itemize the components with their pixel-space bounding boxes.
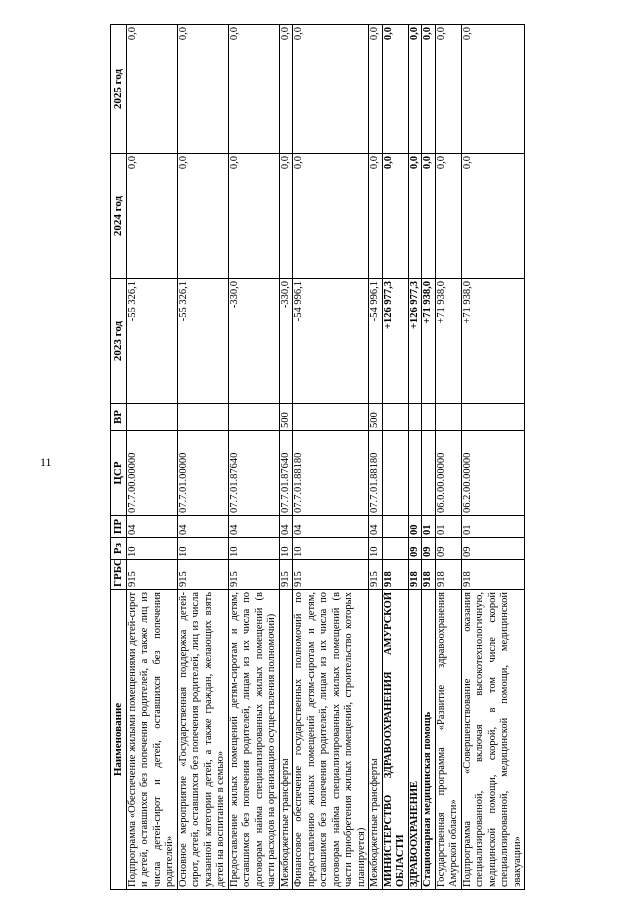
- row-rz: 10: [228, 538, 279, 560]
- row-2023: +126 977,3: [382, 279, 408, 404]
- row-2024: 0,0: [177, 154, 228, 279]
- row-name: Межбюджетные трансферты: [369, 590, 383, 890]
- row-csr: 07.7.01.00000: [177, 431, 228, 516]
- row-2023: -330,0: [279, 279, 293, 404]
- row-grbs: 918: [382, 560, 408, 590]
- row-csr: 07.7.01.87640: [228, 431, 279, 516]
- row-2024: 0,0: [279, 154, 293, 279]
- row-pr: 04: [293, 516, 369, 538]
- row-2025: 0,0: [279, 25, 293, 154]
- row-grbs: 915: [293, 560, 369, 590]
- header-pr: ПР: [111, 516, 127, 538]
- header-2023: 2023 год: [111, 279, 127, 404]
- row-grbs: 918: [461, 560, 525, 590]
- row-grbs: 918: [408, 560, 422, 590]
- row-2025: 0,0: [408, 25, 422, 154]
- row-pr: 04: [177, 516, 228, 538]
- row-csr: 07.7.01.88180: [369, 431, 383, 516]
- header-grbs: ГРБС: [111, 560, 127, 590]
- row-2024: 0,0: [461, 154, 525, 279]
- row-2024: 0,0: [228, 154, 279, 279]
- row-2024: 0,0: [408, 154, 422, 279]
- row-2025: 0,0: [126, 25, 177, 154]
- row-pr: 01: [435, 516, 461, 538]
- table-row: [126, 25, 177, 890]
- row-2023: -55 326,1: [177, 279, 228, 404]
- row-rz: 10: [177, 538, 228, 560]
- row-rz: 09: [408, 538, 422, 560]
- row-rz: [382, 538, 408, 560]
- row-rz: 10: [293, 538, 369, 560]
- row-2024: 0,0: [126, 154, 177, 279]
- rotated-page-content: [110, 25, 570, 890]
- row-2023: +71 938,0: [435, 279, 461, 404]
- row-vr: 500: [279, 404, 293, 431]
- row-csr: 06.0.00.00000: [435, 431, 461, 516]
- row-2025: 0,0: [435, 25, 461, 154]
- header-csr: ЦСР: [111, 431, 127, 516]
- row-pr: 00: [408, 516, 422, 538]
- row-2023: -54 996,1: [369, 279, 383, 404]
- row-csr: [422, 431, 436, 516]
- row-vr: [408, 404, 422, 431]
- row-grbs: 918: [422, 560, 436, 590]
- table-row: [177, 25, 228, 890]
- row-csr: 07.7.00.00000: [126, 431, 177, 516]
- row-2025: 0,0: [293, 25, 369, 154]
- row-rz: 09: [422, 538, 436, 560]
- row-grbs: 918: [435, 560, 461, 590]
- row-name: Основное мероприятие «Государственная поддержка детей-сирот, детей, оставшихся без попечения родителей, лиц из числа указанной категории детей, а также граждан, желающих взять детей на воспитание в семью»: [177, 590, 228, 890]
- row-vr: [228, 404, 279, 431]
- page-number: 11: [40, 455, 52, 469]
- row-name: ЗДРАВООХРАНЕНИЕ: [408, 590, 422, 890]
- row-vr: [382, 404, 408, 431]
- row-grbs: 915: [126, 560, 177, 590]
- row-2024: 0,0: [293, 154, 369, 279]
- row-2025: 0,0: [369, 25, 383, 154]
- header-rz: Рз: [111, 538, 127, 560]
- row-grbs: 915: [228, 560, 279, 590]
- row-pr: 01: [422, 516, 436, 538]
- table-row: [408, 25, 422, 890]
- row-2024: 0,0: [369, 154, 383, 279]
- row-csr: [408, 431, 422, 516]
- row-vr: [461, 404, 525, 431]
- row-grbs: 915: [177, 560, 228, 590]
- row-2023: -330,0: [228, 279, 279, 404]
- row-rz: 10: [126, 538, 177, 560]
- row-2024: 0,0: [422, 154, 436, 279]
- row-2025: 0,0: [422, 25, 436, 154]
- table-row: [293, 25, 369, 890]
- row-pr: 04: [279, 516, 293, 538]
- header-2025: 2025 год: [111, 25, 127, 154]
- header-2024: 2024 год: [111, 154, 127, 279]
- table-row: [382, 25, 408, 890]
- table-row: [279, 25, 293, 890]
- row-csr: [382, 431, 408, 516]
- row-pr: 04: [228, 516, 279, 538]
- header-vr: ВР: [111, 404, 127, 431]
- row-pr: 04: [369, 516, 383, 538]
- header-name: Наименование: [111, 590, 127, 890]
- row-csr: 07.7.01.87640: [279, 431, 293, 516]
- row-grbs: 915: [369, 560, 383, 590]
- row-csr: 06.2.00.00000: [461, 431, 525, 516]
- row-2023: +71 938,0: [461, 279, 525, 404]
- table-row: [435, 25, 461, 890]
- row-name: Подпрограмма «Совершенствование оказания специализированной, включая высокотехнологичную, медицинской помощи, скорой, в том числе скорой специализированной, медицинской помощи, медицинской эвакуации»: [461, 590, 525, 890]
- row-rz: 10: [279, 538, 293, 560]
- row-name: Стационарная медицинская помощь: [422, 590, 436, 890]
- row-vr: [126, 404, 177, 431]
- row-rz: 09: [435, 538, 461, 560]
- table-row: [228, 25, 279, 890]
- row-rz: 10: [369, 538, 383, 560]
- row-csr: 07.7.01.88180: [293, 431, 369, 516]
- table-row: [369, 25, 383, 890]
- row-name: Подпрограмма «Обеспечение жилыми помещениями детей-сирот и детей, оставшихся без попечения родителей, а также лиц из числа детей-сирот и детей, оставшихся без попечения родителей»: [126, 590, 177, 890]
- row-2025: 0,0: [382, 25, 408, 154]
- row-2025: 0,0: [461, 25, 525, 154]
- row-2024: 0,0: [435, 154, 461, 279]
- row-grbs: 915: [279, 560, 293, 590]
- row-2024: 0,0: [382, 154, 408, 279]
- row-rz: 09: [461, 538, 525, 560]
- row-vr: [435, 404, 461, 431]
- row-vr: [422, 404, 436, 431]
- row-2025: 0,0: [177, 25, 228, 154]
- row-2023: -55 326,1: [126, 279, 177, 404]
- row-pr: 04: [126, 516, 177, 538]
- row-name: Финансовое обеспечение государственных полномочий по предоставлению жилых помещений детям-сиротам и детям, оставшимся без попечения родителей, лицам из их числа по договорам найма специализированных жилых помещений (в части приобретения жилых помещений, строительство которых планируется): [293, 590, 369, 890]
- table-body: [126, 25, 525, 890]
- row-name: МИНИСТЕРСТВО ЗДРАВООХРАНЕНИЯ АМУРСКОЙ ОБЛАСТИ: [382, 590, 408, 890]
- table-row: [461, 25, 525, 890]
- row-2023: +71 938,0: [422, 279, 436, 404]
- row-2023: +126 977,3: [408, 279, 422, 404]
- budget-table: [110, 24, 525, 890]
- row-2023: -54 996,1: [293, 279, 369, 404]
- row-name: Межбюджетные трансферты: [279, 590, 293, 890]
- header-row: [111, 25, 127, 890]
- row-pr: [382, 516, 408, 538]
- row-name: Предоставление жилых помещений детям-сиротам и детям, оставшимся без попечения родителей, лицам из их числа по договорам найма специализированных жилых помещений (в части расходов на организацию осуществления полномочий): [228, 590, 279, 890]
- row-vr: 500: [369, 404, 383, 431]
- row-name: Государственная программа «Развитие здравоохранения Амурской области»: [435, 590, 461, 890]
- row-vr: [293, 404, 369, 431]
- row-2025: 0,0: [228, 25, 279, 154]
- row-vr: [177, 404, 228, 431]
- table-row: [422, 25, 436, 890]
- row-pr: 01: [461, 516, 525, 538]
